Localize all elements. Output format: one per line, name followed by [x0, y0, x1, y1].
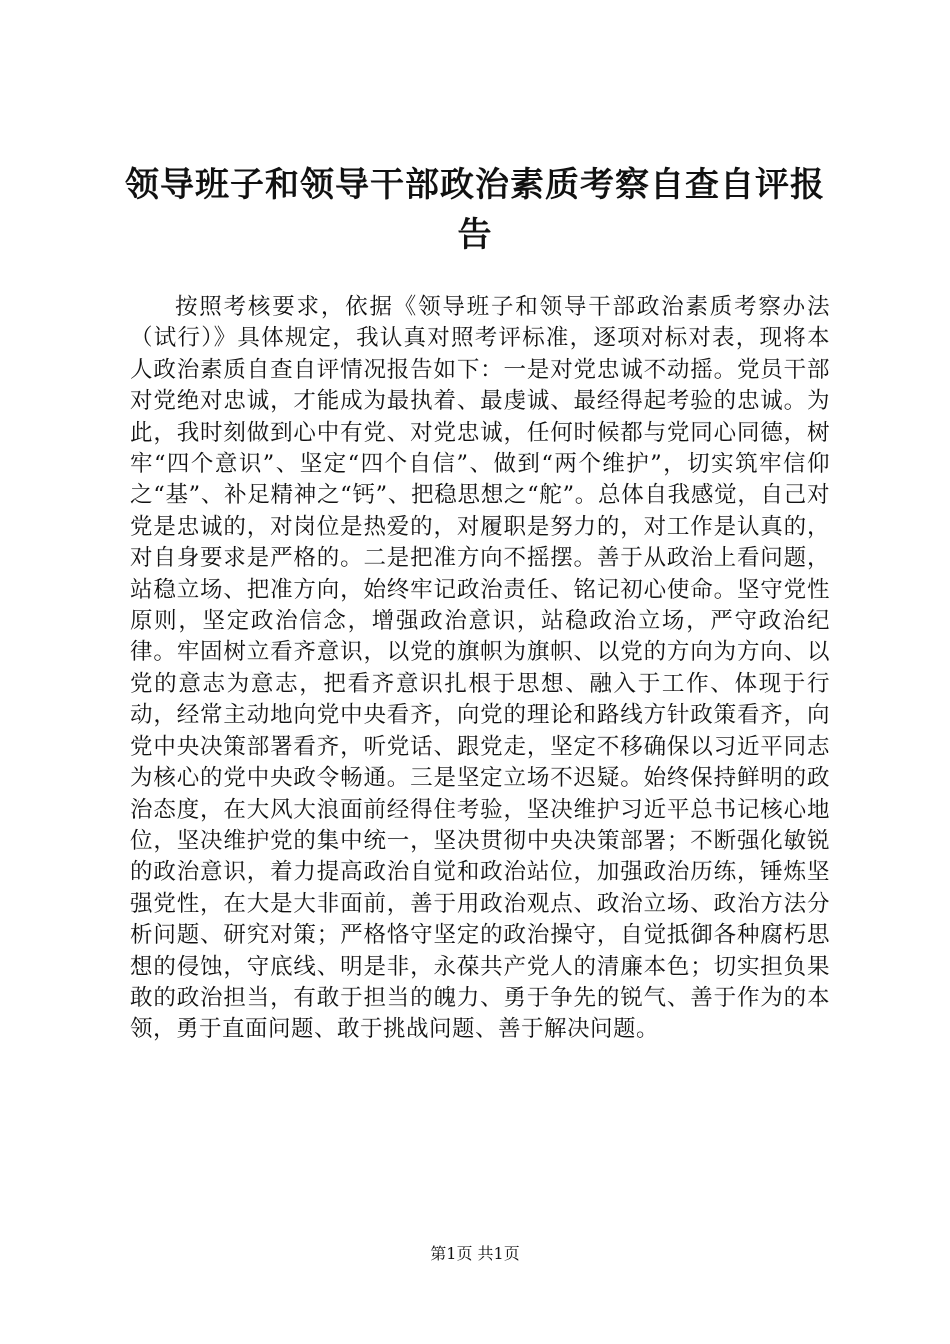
page-footer: 第1页 共1页 [430, 1244, 520, 1263]
document-title: 领导班子和领导干部政治素质考察自查自评报告 [125, 165, 825, 255]
document-body-paragraph: 按照考核要求，依据《领导班子和领导干部政治素质考察办法（试行）》具体规定，我认真对照考评标准，逐项对标对表，现将本人政治素质自查自评情况报告如下：一是对党忠诚不动摇。党员干部对党绝对忠诚，才能成为最执着、最虔诚、最经得起考验的忠诚。为此，我时刻做到心中有党、对党忠诚，任何时候都与党同心同德，树牢“四个意识”、坚定“四个自信”、做到“两个维护”，切实筑牢信仰之“基”、补足精神之“钙”、把稳思想之“舵”。总体自我感觉，自己对党是忠诚的，对岗位是热爱的，对履职是努力的，对工作是认真的，对自身要求是严格的。二是把准方向不摇摆。善于从政治上看问题，站稳立场、把准方向，始终牢记政治责任、铭记初心使命。坚守党性原则，坚定政治信念，增强政治意识，站稳政治立场，严守政治纪律。牢固树立看齐意识，以党的旗帜为旗帜、以党的方向为方向、以党的意志为意志，把看齐意识扎根于思想、融入于工作、体现于行动，经常主动地向党中央看齐，向党的理论和路线方针政策看齐，向党中央决策部署看齐，听党话、跟党走，坚定不移确保以习近平同志为核心的党中央政令畅通。三是坚定立场不迟疑。始终保持鲜明的政治态度，在大风大浪面前经得住考验，坚决维护习近平总书记核心地位，坚决维护党的集中统一，坚决贯彻中央决策部署；不断强化敏锐的政治意识，着力提高政治自觉和政治站位，加强政治历练，锤炼坚强党性，在大是大非面前，善于用政治观点、政治立场、政治方法分析问题、研究对策；严格恪守坚定的政治操守，自觉抵御各种腐朽思想的侵蚀，守底线、明是非，永葆共产党人的清廉本色；切实担负果敢的政治担当，有敢于担当的魄力、勇于争先的锐气、善于作为的本领，勇于直面问题、敢于挑战问题、善于解决问题。 [130, 294, 830, 1043]
